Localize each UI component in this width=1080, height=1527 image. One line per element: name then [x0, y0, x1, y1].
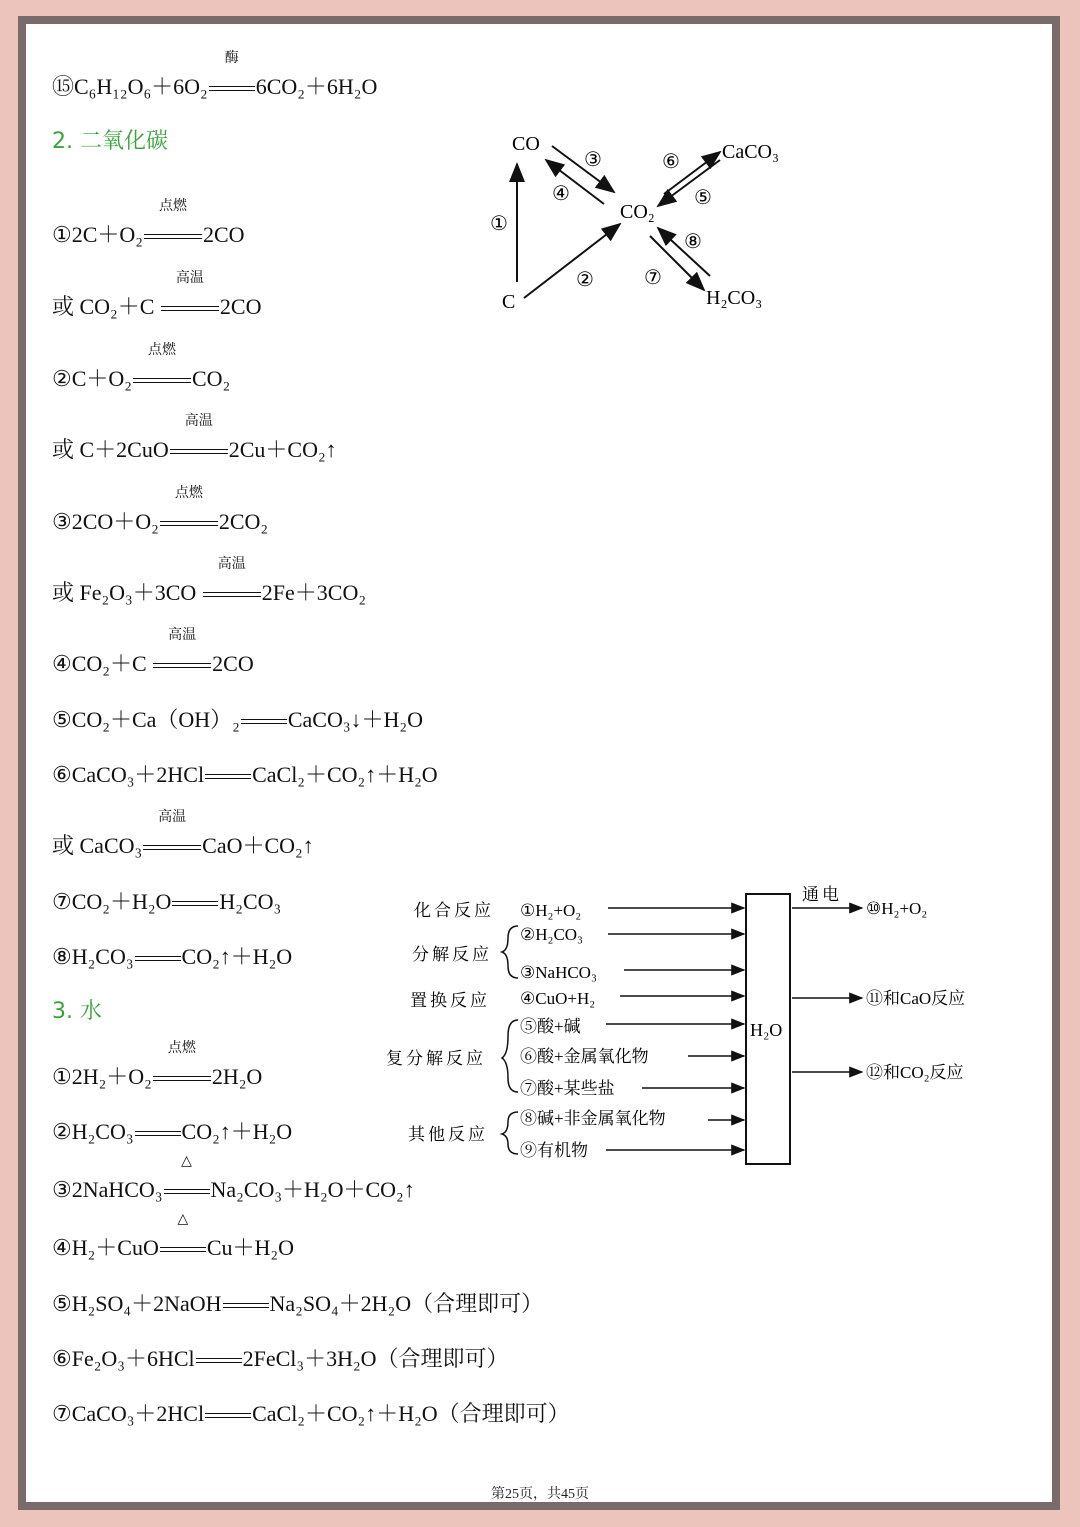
equation-row — [52, 885, 281, 916]
eq-condition-label: 点燃 — [167, 1041, 196, 1056]
input-9: ⑨有机物 — [520, 1141, 588, 1160]
brace-decomposition — [502, 926, 518, 978]
eq-condition — [153, 628, 211, 677]
label-4: ④ — [552, 183, 570, 205]
eq-condition-label: 点燃 — [147, 343, 176, 358]
eq-condition — [205, 1401, 251, 1427]
equation-row — [52, 1342, 509, 1373]
eq-lead: ⑥CaCO₃＋2HCl — [52, 762, 205, 787]
equation-row — [52, 343, 231, 393]
eq-condition-label: △ — [181, 1154, 192, 1169]
eq-lead: ③2CO＋O₂ — [52, 509, 159, 534]
eq-lead: ④H₂＋CuO — [52, 1235, 159, 1260]
label-7: ⑦ — [644, 267, 662, 289]
eq-condition — [143, 810, 201, 859]
eq-tail: 2CO — [219, 294, 262, 319]
eq-lead: 或 C＋2CuO — [52, 437, 169, 462]
eq-tail: CO₂↑＋H₂O — [181, 944, 293, 969]
eq-lead: 或 CaCO₃ — [52, 833, 143, 858]
input-6: ⑥酸+金属氧化物 — [520, 1047, 649, 1066]
eq-condition — [144, 199, 202, 248]
eq-lead: ⑮C₆H₁₂O₆＋6O₂ — [52, 74, 208, 99]
label-8: ⑧ — [684, 231, 702, 253]
eq-tail: Cu＋H₂O — [206, 1235, 294, 1260]
eq-lead: ②H₂CO₃ — [52, 1119, 134, 1144]
equation-row — [52, 486, 269, 536]
equation-row — [52, 1397, 570, 1428]
equation-row — [52, 557, 367, 607]
eq-condition-label: 高温 — [184, 414, 213, 429]
eq-tail: Na₂CO₃＋H₂O＋CO₂↑ — [210, 1177, 415, 1202]
equation-row — [52, 628, 254, 678]
eq-condition-label: 高温 — [175, 271, 204, 286]
water-reaction-diagram — [380, 878, 1020, 1178]
eq-lead: 或 CO₂＋C — [52, 294, 160, 319]
output-11: ⑪和CaO反应 — [866, 989, 966, 1008]
eq-condition — [223, 1291, 269, 1317]
eq-condition — [172, 889, 218, 915]
eq-lead: ⑤H₂SO₄＋2NaOH — [52, 1291, 222, 1316]
eq-condition — [135, 1119, 181, 1145]
arrow-2 — [524, 224, 620, 298]
equation-row — [52, 1287, 543, 1318]
section-3-title: 3. 水 — [52, 999, 102, 1024]
output-10: ⑩H₂+O₂ — [866, 899, 928, 918]
eq-tail: 2CO₂ — [218, 509, 269, 534]
label-6: ⑥ — [662, 151, 680, 173]
eq-condition-label: △ — [177, 1212, 189, 1227]
eq-tail: 6CO₂＋6H₂O — [255, 74, 378, 99]
label-5: ⑤ — [694, 187, 712, 209]
label-1: ① — [490, 213, 508, 235]
node-caco3: CaCO₃ — [722, 141, 779, 163]
equation-15 — [52, 51, 378, 101]
eq-lead: ①2C＋O₂ — [52, 222, 143, 247]
eq-condition-label: 酶 — [224, 51, 239, 66]
input-1: ①H₂+O₂ — [520, 901, 582, 920]
category-decomposition: 分解反应 — [412, 945, 492, 964]
eq-tail: Na₂SO₄＋2H₂O（合理即可） — [269, 1291, 544, 1316]
equation-row — [52, 703, 423, 734]
eq-lead: ⑦CO₂＋H₂O — [52, 889, 172, 914]
eq-lead: ⑤CO₂＋Ca（OH）₂ — [52, 707, 240, 732]
node-h2co3: H₂CO₃ — [706, 287, 763, 309]
h2o-label: H₂O — [750, 1020, 783, 1040]
equation-row — [52, 1154, 415, 1204]
eq-tail: 2Fe＋3CO₂ — [261, 580, 367, 605]
electrolysis-label: 通电 — [802, 885, 842, 904]
brace-other — [502, 1112, 518, 1154]
equation-row — [52, 810, 314, 860]
eq-condition — [203, 557, 261, 606]
eq-condition — [241, 707, 287, 733]
eq-tail: CaO＋CO₂↑ — [202, 833, 314, 858]
eq-condition — [164, 1154, 210, 1203]
eq-condition — [161, 271, 219, 320]
eq-condition — [133, 343, 191, 392]
eq-lead: 或 Fe₂O₃＋3CO — [52, 580, 202, 605]
eq-lead: ③2NaHCO₃ — [52, 1177, 163, 1202]
eq-tail: CO₂ — [191, 366, 231, 391]
input-5: ⑤酸+碱 — [520, 1017, 581, 1036]
equation-row — [52, 414, 337, 464]
equation-row — [52, 1212, 294, 1262]
category-displacement: 置换反应 — [410, 991, 490, 1010]
eq-tail: CO₂↑＋H₂O — [181, 1119, 293, 1144]
input-8: ⑧碱+非金属氧化物 — [520, 1109, 666, 1128]
eq-condition — [135, 944, 181, 970]
equation-row — [52, 940, 292, 971]
output-12: ⑫和CO₂反应 — [866, 1063, 964, 1082]
node-co: CO — [512, 133, 540, 155]
eq-condition — [160, 486, 218, 535]
equation-row — [52, 199, 245, 249]
eq-lead: ①2H₂＋O₂ — [52, 1064, 152, 1089]
category-other: 其他反应 — [408, 1125, 488, 1144]
label-3: ③ — [584, 149, 602, 171]
equation-row — [52, 271, 262, 321]
eq-condition — [209, 51, 255, 100]
eq-condition — [205, 762, 251, 788]
eq-tail: H₂CO₃ — [219, 889, 282, 914]
eq-condition — [160, 1212, 206, 1261]
node-c: C — [502, 291, 516, 313]
input-2: ②H₂CO₃ — [520, 925, 583, 944]
eq-tail: CaCO₃↓＋H₂O — [287, 707, 423, 732]
eq-lead: ②C＋O₂ — [52, 366, 132, 391]
eq-condition-label: 高温 — [158, 810, 187, 825]
label-2: ② — [576, 269, 594, 291]
eq-tail: 2H₂O — [211, 1064, 263, 1089]
eq-condition-label: 点燃 — [174, 486, 203, 501]
eq-lead: ⑥Fe₂O₃＋6HCl — [52, 1346, 195, 1371]
input-7: ⑦酸+某些盐 — [520, 1079, 615, 1098]
eq-condition-label: 点燃 — [158, 199, 187, 214]
equation-row — [52, 1041, 263, 1091]
eq-lead: ⑧H₂CO₃ — [52, 944, 134, 969]
eq-tail: CaCl₂＋CO₂↑＋H₂O — [252, 762, 438, 787]
eq-condition — [153, 1041, 211, 1090]
eq-tail: 2Cu＋CO₂↑ — [228, 437, 337, 462]
eq-condition — [196, 1346, 242, 1372]
eq-condition-label: 高温 — [217, 557, 246, 572]
brace-double — [502, 1020, 518, 1092]
input-4: ④CuO+H₂ — [520, 989, 596, 1008]
eq-lead: ⑦CaCO₃＋2HCl — [52, 1401, 205, 1426]
co2-cycle-diagram — [480, 120, 820, 320]
equation-row — [52, 1115, 292, 1146]
category-double-decomposition: 复分解反应 — [386, 1049, 486, 1068]
category-combination: 化合反应 — [414, 901, 494, 920]
eq-lead: ④CO₂＋C — [52, 651, 153, 676]
equation-row — [52, 758, 438, 789]
eq-tail: 2FeCl₃＋3H₂O（合理即可） — [242, 1346, 509, 1371]
section-2-title: 2. 二氧化碳 — [52, 129, 168, 154]
page-footer: 第25页，共45页 — [491, 1487, 589, 1502]
eq-tail: 2CO — [202, 222, 245, 247]
eq-condition-label: 高温 — [168, 628, 197, 643]
eq-tail: CaCl₂＋CO₂↑＋H₂O（合理即可） — [252, 1401, 570, 1426]
node-co2: CO₂ — [620, 201, 655, 223]
eq-tail: 2CO — [212, 651, 254, 676]
eq-condition — [170, 414, 228, 463]
input-3: ③NaHCO₃ — [520, 963, 597, 982]
